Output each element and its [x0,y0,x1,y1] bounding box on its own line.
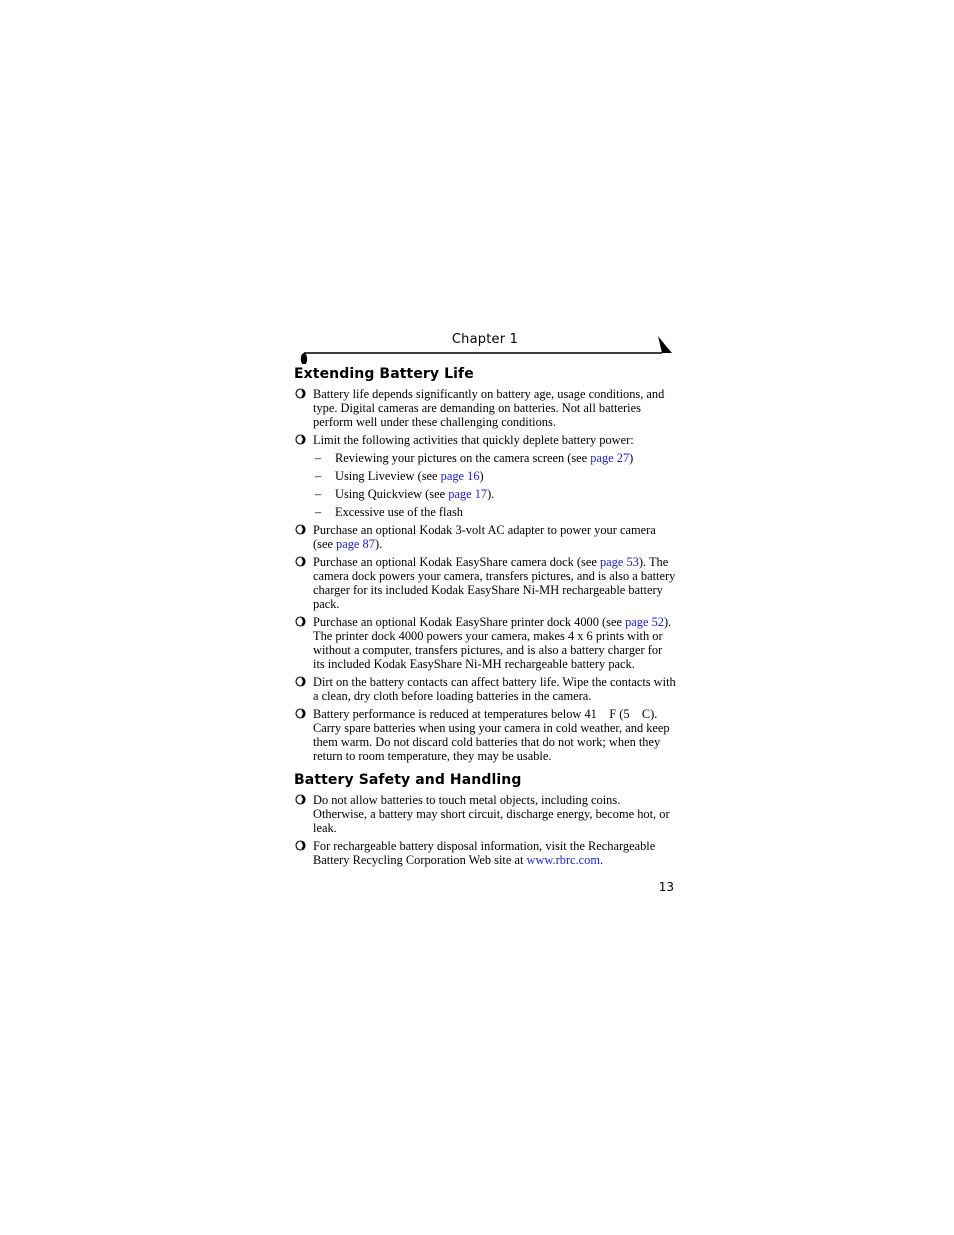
sub-list-item [313,505,676,519]
list-item [294,523,676,551]
dash-bullet-icon: – [315,505,322,519]
item-text-end: ). [374,537,383,551]
item-text: Limit the following activities that quickly deplete battery power: [313,433,634,447]
item-text: Purchase an optional Kodak 3-volt AC adapter to power your camera (see [313,523,656,551]
list-item [294,387,676,429]
sub-item-text: Excessive use of the flash [335,505,463,519]
item-text: Purchase an optional Kodak EasyShare printer dock 4000 (see [313,615,626,629]
page-87-link[interactable]: page 87 [336,537,375,551]
item-text: Battery performance is reduced at temperatures below 41 F (5 C). Carry spare batteries when using your camera in cold weather, and keep them warm. Do not discard cold batteries that do not work; when they return to room temperature, they may be usable. [313,707,673,763]
list-item [294,793,676,835]
item-text: Purchase an optional Kodak EasyShare camera dock (see [313,555,600,569]
list-item [294,433,676,519]
battery-safety-list [294,793,676,871]
item-text-end: ). The camera dock powers your camera, transfers pictures, and is also a battery charger for its included Kodak EasyShare Ni-MH rechargeable battery pack. [313,555,676,611]
dash-bullet-icon: – [315,487,322,501]
sub-item-text-end: ) [629,451,634,465]
item-text: Battery life depends significantly on battery age, usage conditions, and type. Digital cameras are demanding on batteries. Not all batteries perform well under these challenging conditions. [313,387,665,429]
chapter-label: Chapter 1 [451,332,519,347]
section-title-battery-safety: Battery Safety and Handling [294,772,522,788]
list-item [294,675,676,703]
sub-item-text-end: ) [479,469,484,483]
page-53-link[interactable]: page 53 [599,555,639,569]
page-16-link[interactable]: page 16 [440,469,480,483]
circle-bullet-icon [295,387,307,401]
list-item [294,839,676,867]
item-text: For rechargeable battery disposal information, visit the Rechargeable Battery Recycling Corporation Web site at [313,839,656,867]
extending-battery-list [294,387,676,767]
list-item [294,707,676,763]
sub-item-text: Using Quickview (see [335,487,449,501]
item-text-end: . [600,853,604,867]
sub-item-text: Reviewing your pictures on the camera screen (see [335,451,591,465]
circle-bullet-icon [295,615,307,629]
sub-list-item [313,469,676,483]
sub-item-text: Using Liveview (see [335,469,441,483]
dash-bullet-icon: – [315,451,322,465]
sub-list-item [313,451,676,465]
circle-bullet-icon [295,793,307,807]
section-title-extending-battery-life: Extending Battery Life [294,366,474,382]
list-item [294,555,676,611]
page-27-link[interactable]: page 27 [590,451,630,465]
rbrc-website-link[interactable]: www.rbrc.com [526,853,601,867]
circle-bullet-icon [295,523,307,537]
circle-bullet-icon [295,433,307,447]
sub-item-text-end: ). [487,487,495,501]
page-52-link[interactable]: page 52 [625,615,664,629]
item-text: Dirt on the battery contacts can affect battery life. Wipe the contacts with a clean, dry cloth before loading batteries in the camera. [313,675,676,703]
sub-list-item [313,487,676,501]
page-number: 13 [658,880,674,894]
circle-bullet-icon [295,707,307,721]
circle-bullet-icon [295,675,307,689]
list-item [294,615,676,671]
dash-bullet-icon: – [315,469,322,483]
circle-bullet-icon [295,555,307,569]
item-text-end: ). The printer dock 4000 powers your camera, makes 4 x 6 prints with or without a computer, transfers pictures, and is also a battery charger for its included Kodak EasyShare Ni-MH rechargeable battery pack. [313,615,672,671]
header-rule [300,334,680,364]
item-text: Do not allow batteries to touch metal objects, including coins. Otherwise, a battery may short circuit, discharge energy, become hot, or leak. [313,793,670,835]
sub-list [313,451,676,519]
circle-bullet-icon [295,839,307,853]
page-17-link[interactable]: page 17 [448,487,488,501]
